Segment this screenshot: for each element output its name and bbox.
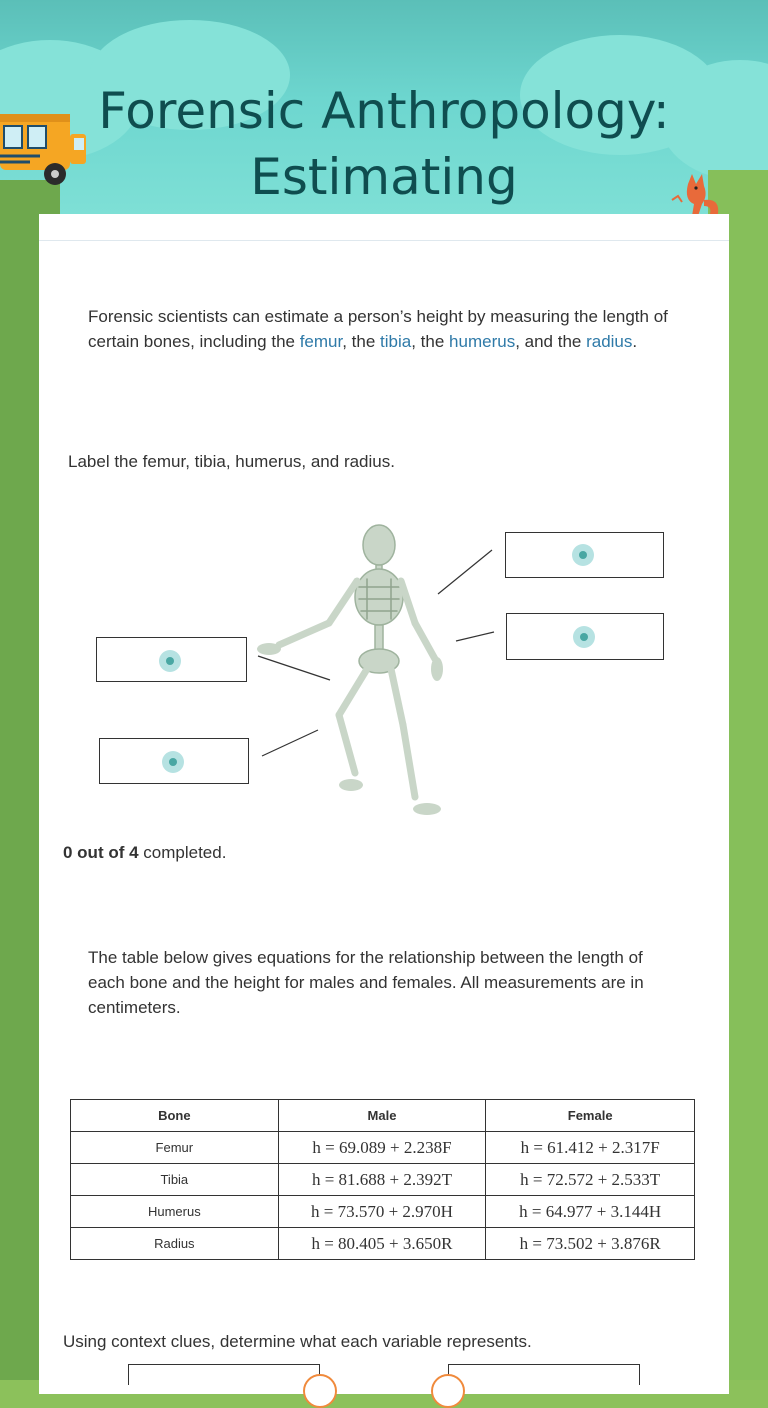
hotspot-icon[interactable] [159,650,181,672]
completion-status [63,840,463,865]
female-equation: h = 61.412 + 2.317F [486,1132,695,1164]
bone-cell: Radius [71,1228,279,1260]
leader-line [258,656,330,680]
radius-link[interactable]: radius [586,332,633,351]
label-dropzone-4[interactable] [99,738,249,784]
header-female: Female [486,1100,695,1132]
title-line-1: Forensic Anthropology: Estimating [98,82,670,206]
male-equation: h = 73.570 + 2.970H [278,1196,486,1228]
intro-sep: , the [342,332,381,351]
table-row [71,1196,695,1228]
female-equation: h = 73.502 + 3.876R [486,1228,695,1260]
leader-line [262,730,318,756]
bone-cell: Femur [71,1132,279,1164]
leader-line [438,550,492,594]
completion-suffix: completed. [138,843,227,862]
leader-line [456,632,494,641]
label-dropzone-3[interactable] [96,637,247,682]
tibia-link[interactable]: tibia [380,332,412,351]
intro-sep: , and the [515,332,587,351]
answer-handle-2[interactable] [431,1374,465,1408]
intro-paragraph [88,304,668,354]
table-row [71,1228,695,1260]
header-bone: Bone [71,1100,279,1132]
intro-end: . [632,332,638,351]
worksheet-card [39,214,729,1394]
intro-text: Forensic scientists can estimate a person’s height by measuring the length of certain bones, including the [88,307,668,351]
table-header-row [71,1100,695,1132]
female-equation: h = 72.572 + 2.533T [486,1164,695,1196]
answer-handle-1[interactable] [303,1374,337,1408]
label-dropzone-2[interactable] [506,613,664,660]
label-prompt: Label the femur, tibia, humerus, and radius. [68,452,395,471]
completion-count: 0 out of 4 [63,843,139,862]
label-dropzone-1[interactable] [505,532,664,578]
header-male: Male [278,1100,486,1132]
table-intro: The table below gives equations for the relationship between the length of each bone and the height for males and females. All measurements are in centimeters. [88,948,644,1017]
table-row [71,1132,695,1164]
table-row [71,1164,695,1196]
context-prompt: Using context clues, determine what each variable represents. [63,1332,532,1351]
humerus-link[interactable]: humerus [449,332,516,351]
card-divider [39,240,729,241]
female-equation: h = 64.977 + 3.144H [486,1196,695,1228]
answer-box-1[interactable] [128,1364,320,1385]
hotspot-icon[interactable] [162,751,184,773]
bone-cell: Tibia [71,1164,279,1196]
male-equation: h = 80.405 + 3.650R [278,1228,486,1260]
equations-table [70,1099,695,1260]
hotspot-icon[interactable] [573,626,595,648]
answer-box-2[interactable] [448,1364,640,1385]
intro-sep: , the [411,332,450,351]
male-equation: h = 81.688 + 2.392T [278,1164,486,1196]
bone-cell: Humerus [71,1196,279,1228]
male-equation: h = 69.089 + 2.238F [278,1132,486,1164]
femur-link[interactable]: femur [299,332,343,351]
label-leader-lines [254,544,504,774]
hotspot-icon[interactable] [572,544,594,566]
